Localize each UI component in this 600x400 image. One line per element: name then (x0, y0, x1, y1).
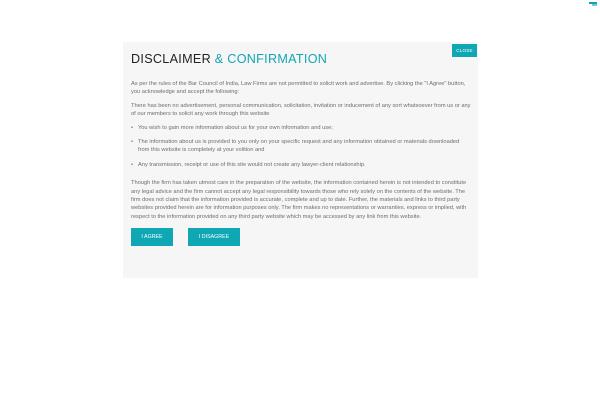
corner-mark-icon (589, 2, 597, 6)
bullet-item (131, 138, 471, 155)
title-accent: & CONFIRMATION (214, 52, 328, 66)
bullet-icon: • (131, 139, 133, 146)
disclaimer-modal (123, 42, 478, 278)
modal-title (131, 52, 471, 66)
statement-paragraph: There has been no advertisement, personal communication, solicitation, invitation or inducement of any sort whatsoever from us or any of our members to solicit any work through this website (131, 102, 471, 118)
disclaimer-paragraph: Though the firm has taken utmost care in the preparation of the website, the information contained herein is not intended to constitute any legal advice and the firm cannot accept any legal responsibility towards those who rely solely on the contents of the website. The firm does not claim that the information provided is accurate, complete and up to date. Further, the materials and links to third party websites provided herein are for information purposes only. The firm makes no representations or warranties, express or implied, with respect to the information provided on any third party website which may be accessed by any link from this website. (131, 180, 467, 220)
action-buttons (131, 228, 471, 246)
bullet-item (131, 161, 471, 169)
bullet-text: The information about us is provided to you only on your specific request and any information obtained or materials downloaded from this website is completely at your volition and (138, 139, 460, 154)
bullet-list (131, 124, 471, 170)
bullet-icon: • (131, 124, 133, 131)
modal-body (131, 80, 471, 221)
bullet-icon: • (131, 161, 133, 168)
bullet-item (131, 124, 471, 132)
title-main: DISCLAIMER (131, 52, 211, 66)
agree-button[interactable]: I AGREE (131, 228, 173, 246)
disagree-button[interactable]: I DISAGREE (188, 228, 240, 246)
bullet-text: You wish to gain more information about us for your own information and use; (138, 124, 333, 131)
close-button[interactable]: CLOSE (452, 44, 477, 57)
bullet-text: Any transmission, receipt or use of this site would not create any lawyer-client relationship. (138, 161, 366, 168)
intro-paragraph: As per the rules of the Bar Council of India, Law Firms are not permitted to solicit work and advertise. By clicking the "I Agree" button, you acknowledge and accept the following: (131, 81, 466, 96)
